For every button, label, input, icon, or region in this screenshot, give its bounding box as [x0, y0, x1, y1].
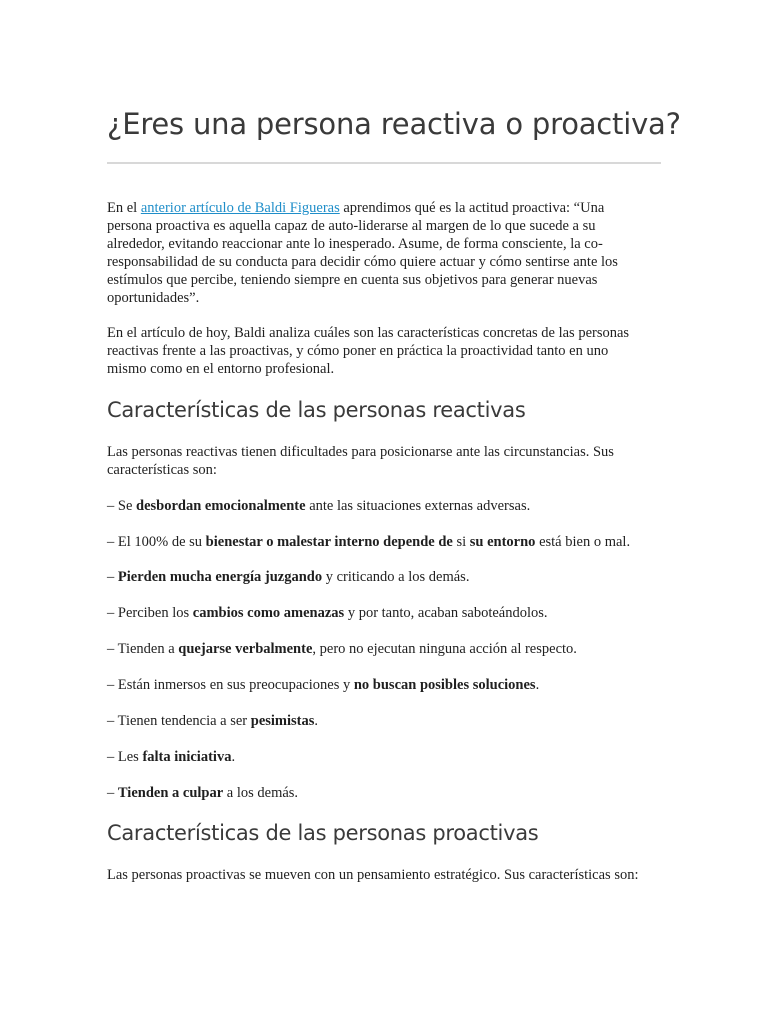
intro-line-2: persona proactiva es aquella capaz de auto-liderarse al margen de lo que sucede a su: [107, 218, 596, 234]
item-text: .: [314, 713, 319, 729]
item-text: y criticando a los demás.: [322, 569, 470, 585]
proactive-intro-line-1: Las personas proactivas se mueven con un pensamiento estratégico. Sus características son:: [107, 867, 639, 883]
item-text: .: [231, 749, 236, 765]
item-text: – Les: [107, 749, 143, 765]
item-text: ante las situaciones externas adversas.: [305, 498, 531, 514]
item-bold: su entorno: [469, 534, 536, 550]
item-text: – Se: [107, 498, 136, 514]
item-bold: pesimistas: [250, 713, 315, 729]
previous-article-link[interactable]: anterior artículo de Baldi Figueras: [140, 200, 340, 216]
proactive-heading: Características de las personas proactivas: [107, 821, 539, 845]
item-bold: Tienden a culpar: [117, 785, 224, 801]
reactive-item: [107, 784, 298, 802]
item-text: –: [107, 785, 118, 801]
item-bold: desbordan emocionalmente: [136, 498, 306, 514]
second-line-3: mismo como en el entorno profesional.: [107, 361, 335, 377]
reactive-item: [107, 533, 630, 551]
reactive-item: [107, 712, 318, 730]
item-bold: quejarse verbalmente: [178, 641, 313, 657]
item-bold: cambios como amenazas: [192, 605, 345, 621]
intro-line-6: oportunidades”.: [107, 290, 200, 306]
second-line-1: En el artículo de hoy, Baldi analiza cuáles son las características concretas de las personas: [107, 325, 630, 341]
second-paragraph: [107, 324, 659, 378]
reactive-intro-line-1: Las personas reactivas tienen dificultades para posicionarse ante las circunstancias. Sus: [107, 444, 614, 460]
item-text: , pero no ejecutan ninguna acción al respecto.: [312, 641, 577, 657]
page-title: ¿Eres una persona reactiva o proactiva?: [107, 107, 681, 141]
item-text: está bien o mal.: [535, 534, 631, 550]
reactive-intro: [107, 443, 659, 479]
item-text: si: [452, 534, 470, 550]
intro-prefix: En el: [107, 200, 141, 216]
reactive-intro-line-2: características son:: [107, 462, 217, 478]
item-bold: Pierden mucha energía juzgando: [117, 569, 323, 585]
reactive-item: [107, 676, 539, 694]
item-text: – Están inmersos en sus preocupaciones y: [107, 677, 354, 693]
intro-line-5: estímulos que percibe, teniendo siempre en cuenta sus objetivos para generar nuevas: [107, 272, 598, 288]
intro-line-3: alrededor, evitando reaccionar ante lo inesperado. Asume, de forma consciente, la co-: [107, 236, 603, 252]
intro-line-4: responsabilidad de su conducta para decidir cómo quiere actuar y cómo sentirse ante los: [107, 254, 618, 270]
item-bold: bienestar o malestar interno depende de: [205, 534, 453, 550]
title-divider: [107, 162, 661, 164]
item-text: – Perciben los: [107, 605, 193, 621]
intro-line-1: [107, 200, 604, 216]
item-text: – El 100% de su: [107, 534, 206, 550]
second-line-2: reactivas frente a las proactivas, y cómo poner en práctica la proactividad tanto en uno: [107, 343, 609, 359]
reactive-item: [107, 568, 469, 586]
reactive-item: [107, 604, 548, 622]
item-bold: no buscan posibles soluciones: [353, 677, 536, 693]
item-text: y por tanto, acaban saboteándolos.: [344, 605, 548, 621]
reactive-item: [107, 748, 235, 766]
reactive-heading: Características de las personas reactivas: [107, 398, 526, 422]
item-text: –: [107, 569, 118, 585]
item-text: – Tienden a: [107, 641, 179, 657]
intro-suffix: aprendimos qué es la actitud proactiva: “Una: [339, 200, 605, 216]
item-bold: falta iniciativa: [142, 749, 232, 765]
reactive-item: [107, 640, 577, 658]
item-text: – Tienen tendencia a ser: [107, 713, 251, 729]
reactive-item: [107, 497, 530, 515]
item-text: a los demás.: [223, 785, 299, 801]
intro-paragraph: [107, 199, 659, 307]
proactive-intro: [107, 866, 659, 884]
item-text: .: [535, 677, 540, 693]
